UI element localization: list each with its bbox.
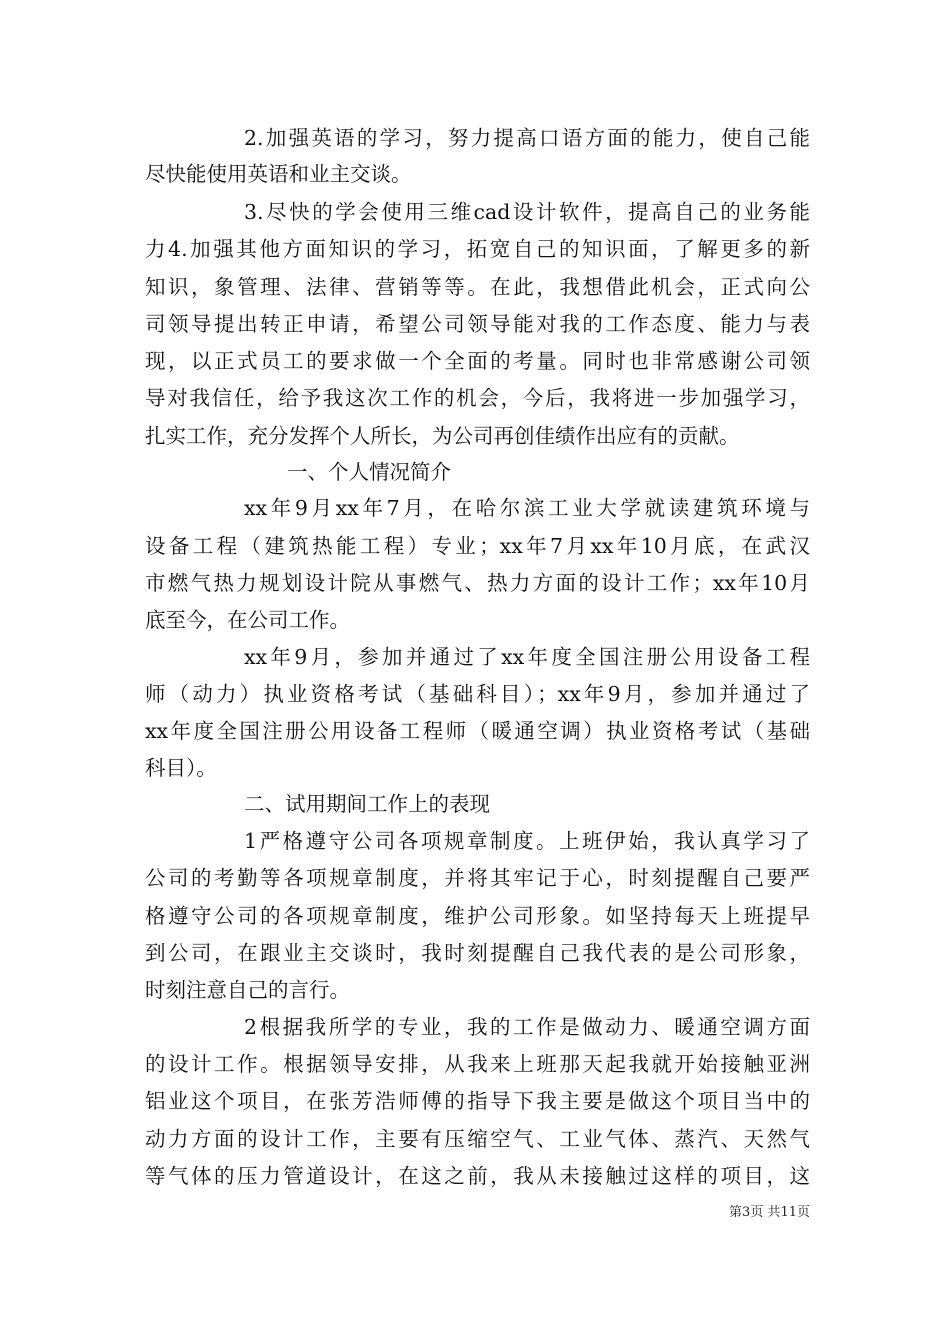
text-line: 现，以正式员工的要求做一个全面的考量。同时也非常感谢公司领: [145, 349, 810, 373]
text-line: 铝业这个项目，在张芳浩师傅的指导下我主要是做这个项目当中的: [145, 1089, 810, 1113]
text-line: 市燃气热力规划设计院从事燃气、热力方面的设计工作；xx年10月: [145, 571, 810, 595]
text-line: 尽快能使用英语和业主交谈。: [145, 162, 412, 186]
text-line: 师（动力）执业资格考试（基础科目）；xx年9月，参加并通过了: [145, 682, 810, 706]
text-line: 2.加强英语的学习，努力提高口语方面的能力，使自己能: [244, 126, 810, 150]
text-line: 设备工程（建筑热能工程）专业；xx年7月xx年10月底，在武汉: [145, 534, 810, 558]
section-heading: 一、个人情况简介: [287, 460, 451, 484]
text-line: 知识，象管理、法律、营销等等。在此，我想借此机会，正式向公: [145, 275, 810, 299]
text-line: xx年9月，参加并通过了xx年度全国注册公用设备工程: [244, 645, 810, 669]
text-line: xx年度全国注册公用设备工程师（暖通空调）执业资格考试（基础: [145, 719, 810, 743]
text-line: 公司的考勤等各项规章制度，并将其牢记于心，时刻提醒自己要严: [145, 866, 810, 890]
text-line: 底至今，在公司工作。: [145, 608, 350, 632]
text-line: 到公司，在跟业主交谈时，我时刻提醒自己我代表的是公司形象，: [145, 941, 810, 965]
text-line: 扎实工作，充分发挥个人所长，为公司再创佳绩作出应有的贡献。: [145, 424, 740, 448]
page-number: 第3页 共11页: [729, 1205, 810, 1220]
section-heading: 二、试用期间工作上的表现: [244, 792, 490, 816]
text-line: 2根据我所学的专业，我的工作是做动力、暖通空调方面: [244, 1015, 810, 1039]
text-line: 科目）。: [145, 756, 217, 780]
text-line: 的设计工作。根据领导安排，从我来上班那天起我就开始接触亚洲: [145, 1052, 810, 1076]
text-line: xx年9月xx年7月，在哈尔滨工业大学就读建筑环境与: [244, 496, 810, 520]
text-line: 导对我信任，给予我这次工作的机会，今后，我将进一步加强学习，: [145, 386, 810, 410]
text-line: 等气体的压力管道设计，在这之前，我从未接触过这样的项目，这: [145, 1164, 810, 1188]
text-line: 3.尽快的学会使用三维cad设计软件，提高自己的业务能: [244, 200, 810, 224]
text-line: 动力方面的设计工作，主要有压缩空气、工业气体、蒸汽、天然气: [145, 1127, 810, 1151]
text-line: 1严格遵守公司各项规章制度。上班伊始，我认真学习了: [244, 829, 810, 853]
text-line: 司领导提出转正申请，希望公司领导能对我的工作态度、能力与表: [145, 312, 810, 336]
text-line: 时刻注意自己的言行。: [145, 978, 350, 1002]
text-line: 力4.加强其他方面知识的学习，拓宽自己的知识面，了解更多的新: [145, 237, 810, 261]
text-line: 格遵守公司的各项规章制度，维护公司形象。如坚持每天上班提早: [145, 904, 810, 928]
